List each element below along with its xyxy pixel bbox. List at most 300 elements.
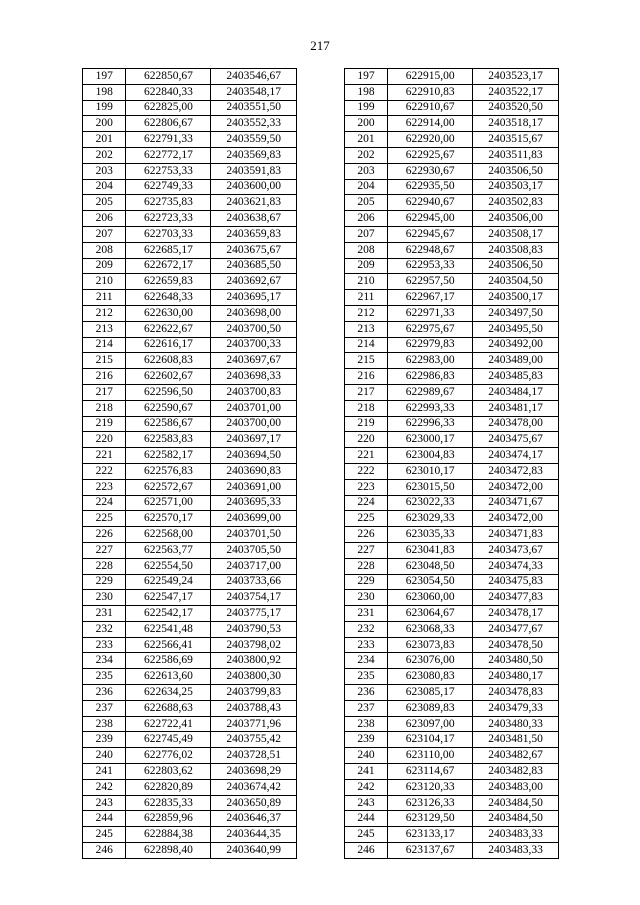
right-x-coordinate-cell: 623089,83: [388, 700, 473, 716]
right-y-coordinate-cell: 2403482,83: [473, 764, 559, 780]
table-row: [83, 290, 559, 306]
left-point-number-cell: 240: [83, 748, 126, 764]
right-point-number-cell: 228: [344, 558, 387, 574]
left-point-number-cell: 225: [83, 511, 126, 527]
table-row: [83, 779, 559, 795]
column-gap: [297, 637, 345, 653]
column-gap: [297, 337, 345, 353]
column-gap: [297, 84, 345, 100]
column-gap: [297, 795, 345, 811]
table-row: [83, 195, 559, 211]
right-x-coordinate-cell: 623041,83: [388, 542, 473, 558]
right-y-coordinate-cell: 2403471,83: [473, 527, 559, 543]
left-y-coordinate-cell: 2403698,29: [211, 764, 297, 780]
column-gap: [297, 416, 345, 432]
column-gap: [297, 779, 345, 795]
column-gap: [297, 590, 345, 606]
table-row: [83, 700, 559, 716]
left-x-coordinate-cell: 622772,17: [126, 147, 211, 163]
left-y-coordinate-cell: 2403700,83: [211, 384, 297, 400]
table-row: [83, 416, 559, 432]
table-row: [83, 843, 559, 859]
left-y-coordinate-cell: 2403754,17: [211, 590, 297, 606]
right-y-coordinate-cell: 2403480,17: [473, 669, 559, 685]
left-x-coordinate-cell: 622859,96: [126, 811, 211, 827]
right-point-number-cell: 229: [344, 574, 387, 590]
right-x-coordinate-cell: 623073,83: [388, 637, 473, 653]
column-gap: [297, 558, 345, 574]
left-x-coordinate-cell: 622753,33: [126, 163, 211, 179]
right-x-coordinate-cell: 622920,00: [388, 132, 473, 148]
left-y-coordinate-cell: 2403685,50: [211, 258, 297, 274]
right-point-number-cell: 211: [344, 290, 387, 306]
right-point-number-cell: 199: [344, 100, 387, 116]
table-row: [83, 305, 559, 321]
table-row: [83, 527, 559, 543]
right-y-coordinate-cell: 2403472,00: [473, 479, 559, 495]
left-point-number-cell: 224: [83, 495, 126, 511]
left-y-coordinate-cell: 2403650,89: [211, 795, 297, 811]
left-y-coordinate-cell: 2403697,67: [211, 353, 297, 369]
left-point-number-cell: 232: [83, 621, 126, 637]
column-gap: [297, 448, 345, 464]
right-x-coordinate-cell: 622948,67: [388, 242, 473, 258]
left-y-coordinate-cell: 2403644,35: [211, 827, 297, 843]
table-row: [83, 163, 559, 179]
left-point-number-cell: 230: [83, 590, 126, 606]
left-point-number-cell: 206: [83, 211, 126, 227]
right-point-number-cell: 245: [344, 827, 387, 843]
right-x-coordinate-cell: 623114,67: [388, 764, 473, 780]
column-gap: [297, 669, 345, 685]
right-x-coordinate-cell: 622935,50: [388, 179, 473, 195]
table-row: [83, 764, 559, 780]
left-x-coordinate-cell: 622590,67: [126, 400, 211, 416]
left-x-coordinate-cell: 622672,17: [126, 258, 211, 274]
left-x-coordinate-cell: 622572,67: [126, 479, 211, 495]
left-x-coordinate-cell: 622659,83: [126, 274, 211, 290]
left-y-coordinate-cell: 2403695,33: [211, 495, 297, 511]
right-x-coordinate-cell: 623029,33: [388, 511, 473, 527]
right-x-coordinate-cell: 622996,33: [388, 416, 473, 432]
left-y-coordinate-cell: 2403775,17: [211, 606, 297, 622]
left-y-coordinate-cell: 2403621,83: [211, 195, 297, 211]
left-point-number-cell: 238: [83, 716, 126, 732]
table-row: [83, 574, 559, 590]
left-x-coordinate-cell: 622586,67: [126, 416, 211, 432]
right-x-coordinate-cell: 622930,67: [388, 163, 473, 179]
left-y-coordinate-cell: 2403755,42: [211, 732, 297, 748]
left-point-number-cell: 212: [83, 305, 126, 321]
left-x-coordinate-cell: 622570,17: [126, 511, 211, 527]
right-x-coordinate-cell: 623137,67: [388, 843, 473, 859]
right-point-number-cell: 216: [344, 369, 387, 385]
right-y-coordinate-cell: 2403472,00: [473, 511, 559, 527]
right-y-coordinate-cell: 2403508,83: [473, 242, 559, 258]
table-row: [83, 226, 559, 242]
right-x-coordinate-cell: 623104,17: [388, 732, 473, 748]
left-x-coordinate-cell: 622582,17: [126, 448, 211, 464]
left-point-number-cell: 228: [83, 558, 126, 574]
left-y-coordinate-cell: 2403552,33: [211, 116, 297, 132]
right-point-number-cell: 244: [344, 811, 387, 827]
right-point-number-cell: 203: [344, 163, 387, 179]
left-point-number-cell: 229: [83, 574, 126, 590]
left-point-number-cell: 209: [83, 258, 126, 274]
right-x-coordinate-cell: 622993,33: [388, 400, 473, 416]
right-point-number-cell: 236: [344, 685, 387, 701]
left-y-coordinate-cell: 2403695,17: [211, 290, 297, 306]
right-point-number-cell: 225: [344, 511, 387, 527]
right-point-number-cell: 208: [344, 242, 387, 258]
right-point-number-cell: 230: [344, 590, 387, 606]
right-point-number-cell: 232: [344, 621, 387, 637]
right-point-number-cell: 240: [344, 748, 387, 764]
right-x-coordinate-cell: 622945,00: [388, 211, 473, 227]
left-y-coordinate-cell: 2403771,96: [211, 716, 297, 732]
column-gap: [297, 384, 345, 400]
right-x-coordinate-cell: 623129,50: [388, 811, 473, 827]
right-point-number-cell: 220: [344, 432, 387, 448]
table-row: [83, 432, 559, 448]
left-x-coordinate-cell: 622850,67: [126, 69, 211, 85]
right-y-coordinate-cell: 2403495,50: [473, 321, 559, 337]
column-gap: [297, 621, 345, 637]
left-point-number-cell: 222: [83, 463, 126, 479]
table-row: [83, 606, 559, 622]
column-gap: [297, 116, 345, 132]
left-point-number-cell: 231: [83, 606, 126, 622]
right-x-coordinate-cell: 623004,83: [388, 448, 473, 464]
right-y-coordinate-cell: 2403474,17: [473, 448, 559, 464]
right-y-coordinate-cell: 2403523,17: [473, 69, 559, 85]
right-point-number-cell: 201: [344, 132, 387, 148]
table-row: [83, 369, 559, 385]
right-y-coordinate-cell: 2403479,33: [473, 700, 559, 716]
right-y-coordinate-cell: 2403485,83: [473, 369, 559, 385]
right-point-number-cell: 246: [344, 843, 387, 859]
right-x-coordinate-cell: 623048,50: [388, 558, 473, 574]
column-gap: [297, 843, 345, 859]
right-x-coordinate-cell: 623054,50: [388, 574, 473, 590]
right-point-number-cell: 233: [344, 637, 387, 653]
column-gap: [297, 827, 345, 843]
right-x-coordinate-cell: 623097,00: [388, 716, 473, 732]
table-row: [83, 353, 559, 369]
right-point-number-cell: 239: [344, 732, 387, 748]
left-x-coordinate-cell: 622688,63: [126, 700, 211, 716]
table-row: [83, 811, 559, 827]
left-x-coordinate-cell: 622542,17: [126, 606, 211, 622]
left-point-number-cell: 208: [83, 242, 126, 258]
left-point-number-cell: 215: [83, 353, 126, 369]
left-point-number-cell: 233: [83, 637, 126, 653]
left-x-coordinate-cell: 622825,00: [126, 100, 211, 116]
table-row: [83, 511, 559, 527]
left-y-coordinate-cell: 2403640,99: [211, 843, 297, 859]
left-point-number-cell: 241: [83, 764, 126, 780]
left-y-coordinate-cell: 2403591,83: [211, 163, 297, 179]
right-y-coordinate-cell: 2403492,00: [473, 337, 559, 353]
table-row: [83, 384, 559, 400]
left-point-number-cell: 204: [83, 179, 126, 195]
column-gap: [297, 290, 345, 306]
table-row: [83, 448, 559, 464]
left-point-number-cell: 214: [83, 337, 126, 353]
column-gap: [297, 479, 345, 495]
right-y-coordinate-cell: 2403475,83: [473, 574, 559, 590]
left-x-coordinate-cell: 622586,69: [126, 653, 211, 669]
left-point-number-cell: 213: [83, 321, 126, 337]
right-point-number-cell: 237: [344, 700, 387, 716]
table-row: [83, 100, 559, 116]
column-gap: [297, 369, 345, 385]
right-y-coordinate-cell: 2403483,33: [473, 827, 559, 843]
right-x-coordinate-cell: 622971,33: [388, 305, 473, 321]
left-x-coordinate-cell: 622566,41: [126, 637, 211, 653]
table-row: [83, 495, 559, 511]
column-gap: [297, 274, 345, 290]
right-point-number-cell: 197: [344, 69, 387, 85]
right-y-coordinate-cell: 2403515,67: [473, 132, 559, 148]
left-x-coordinate-cell: 622541,48: [126, 621, 211, 637]
column-gap: [297, 100, 345, 116]
right-x-coordinate-cell: 623015,50: [388, 479, 473, 495]
right-x-coordinate-cell: 622986,83: [388, 369, 473, 385]
left-x-coordinate-cell: 622835,33: [126, 795, 211, 811]
right-y-coordinate-cell: 2403478,00: [473, 416, 559, 432]
left-point-number-cell: 245: [83, 827, 126, 843]
right-y-coordinate-cell: 2403474,33: [473, 558, 559, 574]
left-point-number-cell: 226: [83, 527, 126, 543]
right-y-coordinate-cell: 2403477,83: [473, 590, 559, 606]
right-y-coordinate-cell: 2403497,50: [473, 305, 559, 321]
left-point-number-cell: 200: [83, 116, 126, 132]
right-point-number-cell: 226: [344, 527, 387, 543]
left-y-coordinate-cell: 2403559,50: [211, 132, 297, 148]
left-point-number-cell: 211: [83, 290, 126, 306]
left-x-coordinate-cell: 622776,02: [126, 748, 211, 764]
right-y-coordinate-cell: 2403489,00: [473, 353, 559, 369]
table-row: [83, 258, 559, 274]
right-x-coordinate-cell: 622979,83: [388, 337, 473, 353]
right-point-number-cell: 209: [344, 258, 387, 274]
left-x-coordinate-cell: 622803,62: [126, 764, 211, 780]
right-y-coordinate-cell: 2403473,67: [473, 542, 559, 558]
left-y-coordinate-cell: 2403600,00: [211, 179, 297, 195]
right-point-number-cell: 202: [344, 147, 387, 163]
column-gap: [297, 700, 345, 716]
table-row: [83, 179, 559, 195]
left-x-coordinate-cell: 622547,17: [126, 590, 211, 606]
right-y-coordinate-cell: 2403506,50: [473, 163, 559, 179]
right-y-coordinate-cell: 2403484,17: [473, 384, 559, 400]
right-point-number-cell: 207: [344, 226, 387, 242]
left-y-coordinate-cell: 2403698,00: [211, 305, 297, 321]
left-x-coordinate-cell: 622549,24: [126, 574, 211, 590]
left-y-coordinate-cell: 2403798,02: [211, 637, 297, 653]
right-x-coordinate-cell: 622989,67: [388, 384, 473, 400]
left-x-coordinate-cell: 622735,83: [126, 195, 211, 211]
left-x-coordinate-cell: 622554,50: [126, 558, 211, 574]
right-y-coordinate-cell: 2403503,17: [473, 179, 559, 195]
right-x-coordinate-cell: 623076,00: [388, 653, 473, 669]
table-row: [83, 84, 559, 100]
right-y-coordinate-cell: 2403508,17: [473, 226, 559, 242]
right-point-number-cell: 234: [344, 653, 387, 669]
right-point-number-cell: 238: [344, 716, 387, 732]
right-point-number-cell: 210: [344, 274, 387, 290]
right-x-coordinate-cell: 622915,00: [388, 69, 473, 85]
right-point-number-cell: 205: [344, 195, 387, 211]
right-point-number-cell: 198: [344, 84, 387, 100]
right-x-coordinate-cell: 623035,33: [388, 527, 473, 543]
right-point-number-cell: 212: [344, 305, 387, 321]
left-point-number-cell: 217: [83, 384, 126, 400]
left-point-number-cell: 199: [83, 100, 126, 116]
table-row: [83, 69, 559, 85]
column-gap: [297, 400, 345, 416]
left-x-coordinate-cell: 622745,49: [126, 732, 211, 748]
column-gap: [297, 748, 345, 764]
column-gap: [297, 258, 345, 274]
left-x-coordinate-cell: 622722,41: [126, 716, 211, 732]
column-gap: [297, 226, 345, 242]
right-y-coordinate-cell: 2403506,50: [473, 258, 559, 274]
column-gap: [297, 495, 345, 511]
right-x-coordinate-cell: 623120,33: [388, 779, 473, 795]
right-y-coordinate-cell: 2403478,50: [473, 637, 559, 653]
right-y-coordinate-cell: 2403522,17: [473, 84, 559, 100]
right-point-number-cell: 223: [344, 479, 387, 495]
right-y-coordinate-cell: 2403518,17: [473, 116, 559, 132]
right-y-coordinate-cell: 2403478,17: [473, 606, 559, 622]
left-y-coordinate-cell: 2403733,66: [211, 574, 297, 590]
left-point-number-cell: 242: [83, 779, 126, 795]
left-point-number-cell: 223: [83, 479, 126, 495]
left-y-coordinate-cell: 2403700,50: [211, 321, 297, 337]
left-y-coordinate-cell: 2403790,53: [211, 621, 297, 637]
right-y-coordinate-cell: 2403483,00: [473, 779, 559, 795]
coordinates-table: [82, 68, 559, 859]
column-gap: [297, 653, 345, 669]
right-x-coordinate-cell: 622983,00: [388, 353, 473, 369]
left-y-coordinate-cell: 2403701,50: [211, 527, 297, 543]
right-y-coordinate-cell: 2403475,67: [473, 432, 559, 448]
left-y-coordinate-cell: 2403546,67: [211, 69, 297, 85]
left-y-coordinate-cell: 2403691,00: [211, 479, 297, 495]
right-y-coordinate-cell: 2403472,83: [473, 463, 559, 479]
table-row: [83, 669, 559, 685]
left-y-coordinate-cell: 2403548,17: [211, 84, 297, 100]
left-y-coordinate-cell: 2403694,50: [211, 448, 297, 464]
left-point-number-cell: 246: [83, 843, 126, 859]
column-gap: [297, 574, 345, 590]
left-x-coordinate-cell: 622602,67: [126, 369, 211, 385]
right-x-coordinate-cell: 622914,00: [388, 116, 473, 132]
right-point-number-cell: 227: [344, 542, 387, 558]
right-x-coordinate-cell: 623110,00: [388, 748, 473, 764]
left-x-coordinate-cell: 622723,33: [126, 211, 211, 227]
left-y-coordinate-cell: 2403728,51: [211, 748, 297, 764]
left-x-coordinate-cell: 622630,00: [126, 305, 211, 321]
right-y-coordinate-cell: 2403520,50: [473, 100, 559, 116]
table-row: [83, 621, 559, 637]
left-x-coordinate-cell: 622622,67: [126, 321, 211, 337]
right-y-coordinate-cell: 2403502,83: [473, 195, 559, 211]
column-gap: [297, 132, 345, 148]
column-gap: [297, 527, 345, 543]
left-point-number-cell: 216: [83, 369, 126, 385]
table-row: [83, 337, 559, 353]
left-point-number-cell: 239: [83, 732, 126, 748]
column-gap: [297, 242, 345, 258]
left-x-coordinate-cell: 622648,33: [126, 290, 211, 306]
right-y-coordinate-cell: 2403480,50: [473, 653, 559, 669]
left-y-coordinate-cell: 2403800,92: [211, 653, 297, 669]
left-x-coordinate-cell: 622820,89: [126, 779, 211, 795]
left-y-coordinate-cell: 2403800,30: [211, 669, 297, 685]
left-y-coordinate-cell: 2403699,00: [211, 511, 297, 527]
table-row: [83, 132, 559, 148]
left-point-number-cell: 227: [83, 542, 126, 558]
left-x-coordinate-cell: 622634,25: [126, 685, 211, 701]
left-x-coordinate-cell: 622703,33: [126, 226, 211, 242]
right-point-number-cell: 218: [344, 400, 387, 416]
left-x-coordinate-cell: 622568,00: [126, 527, 211, 543]
right-y-coordinate-cell: 2403500,17: [473, 290, 559, 306]
right-x-coordinate-cell: 622910,83: [388, 84, 473, 100]
column-gap: [297, 432, 345, 448]
right-point-number-cell: 221: [344, 448, 387, 464]
left-y-coordinate-cell: 2403717,00: [211, 558, 297, 574]
left-point-number-cell: 236: [83, 685, 126, 701]
right-y-coordinate-cell: 2403481,17: [473, 400, 559, 416]
right-point-number-cell: 217: [344, 384, 387, 400]
left-y-coordinate-cell: 2403697,17: [211, 432, 297, 448]
left-y-coordinate-cell: 2403674,42: [211, 779, 297, 795]
right-x-coordinate-cell: 623022,33: [388, 495, 473, 511]
table-row: [83, 242, 559, 258]
column-gap: [297, 69, 345, 85]
table-row: [83, 211, 559, 227]
right-y-coordinate-cell: 2403483,33: [473, 843, 559, 859]
left-point-number-cell: 207: [83, 226, 126, 242]
page-number: 217: [310, 38, 330, 53]
column-gap: [297, 305, 345, 321]
left-point-number-cell: 237: [83, 700, 126, 716]
column-gap: [297, 685, 345, 701]
column-gap: [297, 147, 345, 163]
table-row: [83, 542, 559, 558]
right-y-coordinate-cell: 2403482,67: [473, 748, 559, 764]
left-x-coordinate-cell: 622840,33: [126, 84, 211, 100]
right-point-number-cell: 231: [344, 606, 387, 622]
table-row: [83, 732, 559, 748]
right-y-coordinate-cell: 2403478,83: [473, 685, 559, 701]
left-point-number-cell: 198: [83, 84, 126, 100]
left-x-coordinate-cell: 622608,83: [126, 353, 211, 369]
right-x-coordinate-cell: 622945,67: [388, 226, 473, 242]
right-y-coordinate-cell: 2403504,50: [473, 274, 559, 290]
right-point-number-cell: 242: [344, 779, 387, 795]
table-row: [83, 748, 559, 764]
right-x-coordinate-cell: 623000,17: [388, 432, 473, 448]
left-x-coordinate-cell: 622596,50: [126, 384, 211, 400]
right-point-number-cell: 213: [344, 321, 387, 337]
right-point-number-cell: 214: [344, 337, 387, 353]
column-gap: [297, 353, 345, 369]
